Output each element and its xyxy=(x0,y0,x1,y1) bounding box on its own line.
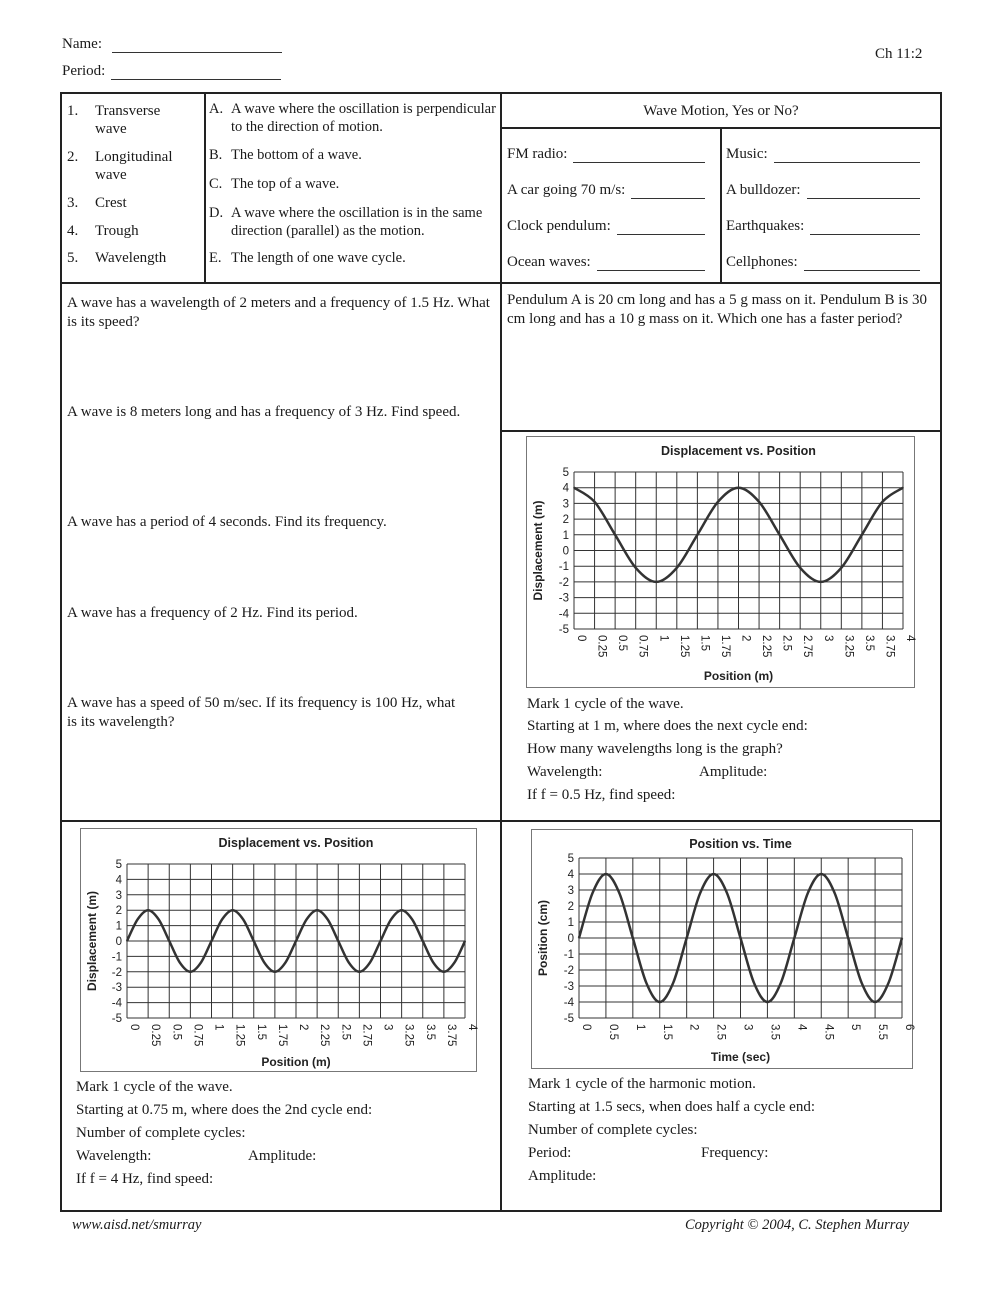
y-tick-label: -4 xyxy=(563,997,574,1009)
data-point xyxy=(306,919,308,921)
x-tick-label: 5.5 xyxy=(876,1024,889,1040)
data-point xyxy=(619,892,621,894)
question-5: A wave has a speed of 50 m/sec. If its frequency is 100 Hz, what is its wavelength? xyxy=(67,695,456,730)
y-tick-label: 3 xyxy=(562,498,569,511)
y-tick-label: -4 xyxy=(558,608,569,621)
definition-text: A wave where the oscillation is in the same direction (parallel) as the motion. xyxy=(231,205,483,239)
g3-frequency: Frequency: xyxy=(701,1145,769,1161)
wave-motion-right-row-1 xyxy=(726,145,920,163)
x-tick-label: 2.5 xyxy=(714,1024,727,1040)
x-tick-label: 5 xyxy=(849,1024,862,1031)
data-point xyxy=(874,1001,876,1003)
wave-motion-item-label: A bulldozer: xyxy=(726,182,801,198)
data-point xyxy=(168,940,170,942)
data-point xyxy=(834,892,836,894)
data-point xyxy=(578,937,580,939)
data-point xyxy=(454,962,456,964)
term-number: 2. xyxy=(67,149,79,165)
data-point xyxy=(200,962,202,964)
chart-position-time xyxy=(531,829,913,1069)
data-point xyxy=(359,971,361,973)
x-tick-label: 0 xyxy=(128,1024,140,1031)
answer-blank[interactable] xyxy=(631,184,705,199)
data-point xyxy=(713,873,715,875)
definition-text: The length of one wave cycle. xyxy=(231,250,406,266)
g3-amplitude: Amplitude: xyxy=(528,1168,597,1184)
pendulum-question: Pendulum A is 20 cm long and has a 5 g mass on it. Pendulum B is 30 cm long and has a 10 g mass on it. Which one has a faster period? xyxy=(507,292,927,327)
x-tick-label: 1 xyxy=(657,635,670,642)
y-tick-label: 5 xyxy=(115,859,122,871)
data-point xyxy=(211,940,213,942)
data-point xyxy=(232,909,234,911)
g1-mark: Mark 1 cycle of the wave. xyxy=(527,696,684,712)
data-point xyxy=(327,919,329,921)
y-tick-label: -1 xyxy=(558,561,569,574)
data-point xyxy=(337,940,339,942)
x-axis-label: Time (sec) xyxy=(710,1050,771,1064)
data-point xyxy=(369,962,371,964)
data-point xyxy=(422,940,424,942)
x-tick-label: 3.5 xyxy=(423,1024,436,1040)
x-tick-label: 0 xyxy=(575,635,587,642)
x-tick-label: 4 xyxy=(466,1024,478,1031)
y-tick-label: 4 xyxy=(567,869,574,881)
chapter-label: Ch 11:2 xyxy=(875,46,923,62)
wave-motion-left-row-4 xyxy=(507,253,705,271)
term-text: Longitudinal wave xyxy=(95,149,173,183)
answer-blank[interactable] xyxy=(807,184,920,199)
g1-amplitude: Amplitude: xyxy=(699,764,768,780)
data-point xyxy=(242,919,244,921)
definition-letter: B. xyxy=(209,147,223,163)
y-tick-label: 1 xyxy=(562,529,569,542)
x-tick-label: 0.25 xyxy=(149,1024,162,1047)
data-point xyxy=(348,962,350,964)
x-tick-label: 1 xyxy=(212,1024,225,1031)
question-4: A wave has a frequency of 2 Hz. Find its period. xyxy=(67,605,358,621)
y-tick-label: 5 xyxy=(562,467,569,479)
x-tick-label: 0.5 xyxy=(606,1024,619,1040)
y-tick-label: 4 xyxy=(562,482,569,495)
chart-displacement-position-2 xyxy=(80,828,477,1072)
definition-letter: E. xyxy=(209,250,222,266)
wave-motion-right-row-2 xyxy=(726,181,920,199)
y-tick-label: -5 xyxy=(563,1013,574,1025)
chart-title: Displacement vs. Position xyxy=(218,836,374,850)
wave-motion-item-label: Clock pendulum: xyxy=(507,218,611,234)
g3-period: Period: xyxy=(528,1145,572,1161)
question-3: A wave has a period of 4 seconds. Find its frequency. xyxy=(67,514,387,530)
data-point xyxy=(433,962,435,964)
x-tick-label: 2 xyxy=(687,1024,700,1031)
x-tick-label: 3.25 xyxy=(842,635,855,658)
x-tick-label: 1.5 xyxy=(698,635,711,651)
x-tick-label: 3.75 xyxy=(883,635,896,658)
x-tick-label: 2.75 xyxy=(801,635,814,658)
term-text: Trough xyxy=(95,223,139,239)
data-point xyxy=(274,971,276,973)
data-point xyxy=(882,501,884,503)
data-point xyxy=(779,534,781,536)
definition-text: A wave where the oscillation is perpendicular to the direction of motion. xyxy=(231,101,496,135)
g2-speed: If f = 4 Hz, find speed: xyxy=(76,1171,214,1187)
y-tick-label: -2 xyxy=(558,576,569,589)
wave-motion-item-label: FM radio: xyxy=(507,146,568,162)
definition-letter: A. xyxy=(209,101,224,117)
x-tick-label: 3.25 xyxy=(402,1024,415,1047)
y-tick-label: 5 xyxy=(567,853,574,865)
g2-mark: Mark 1 cycle of the wave. xyxy=(76,1079,233,1095)
data-point xyxy=(841,567,843,569)
data-point xyxy=(401,909,403,911)
data-point xyxy=(179,962,181,964)
data-point xyxy=(901,937,903,939)
y-tick-label: -5 xyxy=(558,624,569,636)
wave-motion-item-label: Ocean waves: xyxy=(507,254,591,270)
term-text: Transverse wave xyxy=(95,103,161,137)
x-tick-label: 3.5 xyxy=(768,1024,781,1040)
data-point xyxy=(717,501,719,503)
data-point xyxy=(753,982,755,984)
data-point xyxy=(672,982,674,984)
data-point xyxy=(594,501,596,503)
x-tick-label: 4 xyxy=(904,635,916,642)
y-axis-label: Displacement (m) xyxy=(531,500,545,601)
data-point xyxy=(635,567,637,569)
data-point xyxy=(740,937,742,939)
definition-text: The top of a wave. xyxy=(231,176,340,192)
wave-motion-right-row-4 xyxy=(726,253,920,271)
x-tick-label: 0.75 xyxy=(636,635,649,658)
data-point xyxy=(316,909,318,911)
x-tick-label: 1.5 xyxy=(660,1024,673,1040)
y-tick-label: 0 xyxy=(562,545,569,558)
x-tick-label: 2.75 xyxy=(360,1024,373,1047)
y-tick-label: 2 xyxy=(567,901,574,913)
g3-start: Starting at 1.5 secs, when does half a cycle end: xyxy=(528,1099,815,1115)
data-point xyxy=(443,971,445,973)
y-tick-label: 0 xyxy=(567,933,574,945)
question-2: A wave is 8 meters long and has a frequency of 3 Hz. Find speed. xyxy=(67,404,461,420)
wave-motion-item-label: Music: xyxy=(726,146,768,162)
name-blank[interactable] xyxy=(112,52,282,53)
term-number: 1. xyxy=(67,103,79,119)
x-tick-label: 3 xyxy=(821,635,834,642)
data-point xyxy=(820,581,822,583)
data-point xyxy=(147,909,149,911)
y-tick-label: -1 xyxy=(111,951,122,964)
name-label: Name: xyxy=(62,36,102,52)
y-tick-label: -2 xyxy=(563,965,574,977)
y-axis-label: Position (cm) xyxy=(536,899,550,977)
data-point xyxy=(126,940,128,942)
y-axis-label: Displacement (m) xyxy=(85,890,99,992)
x-tick-label: 0 xyxy=(580,1024,592,1031)
data-point xyxy=(614,534,616,536)
g1-speed: If f = 0.5 Hz, find speed: xyxy=(527,787,676,803)
term-number: 4. xyxy=(67,223,79,239)
x-tick-label: 6 xyxy=(903,1024,915,1031)
data-point xyxy=(264,962,266,964)
chart-title: Position vs. Time xyxy=(689,837,792,851)
x-tick-label: 1.75 xyxy=(718,635,731,658)
definition-text: The bottom of a wave. xyxy=(231,147,362,163)
data-point xyxy=(655,581,657,583)
x-tick-label: 4.5 xyxy=(822,1024,835,1040)
g2-cycles: Number of complete cycles: xyxy=(76,1125,246,1141)
y-tick-label: 4 xyxy=(115,874,122,887)
answer-blank[interactable] xyxy=(774,148,920,163)
data-point xyxy=(632,937,634,939)
wave-motion-col-divider xyxy=(720,128,722,283)
x-tick-label: 0.5 xyxy=(170,1024,183,1040)
answer-blank[interactable] xyxy=(573,148,705,163)
period-blank[interactable] xyxy=(111,79,281,80)
data-point xyxy=(807,892,809,894)
y-tick-label: -2 xyxy=(111,966,122,979)
data-point xyxy=(158,919,160,921)
data-point xyxy=(888,982,890,984)
x-tick-label: 4 xyxy=(795,1024,808,1031)
data-point xyxy=(190,971,192,973)
y-tick-label: 1 xyxy=(567,917,574,929)
data-point xyxy=(285,962,287,964)
x-tick-label: 0.75 xyxy=(191,1024,204,1047)
data-point xyxy=(847,937,849,939)
x-tick-label: 2.5 xyxy=(339,1024,352,1040)
g2-start: Starting at 0.75 m, where does the 2nd cycle end: xyxy=(76,1102,373,1118)
name-line[interactable] xyxy=(62,36,282,53)
data-point xyxy=(686,937,688,939)
y-tick-label: -5 xyxy=(111,1013,122,1025)
x-axis-label: Position (m) xyxy=(703,669,774,683)
chart-title: Displacement vs. Position xyxy=(661,444,816,458)
x-tick-label: 3.75 xyxy=(444,1024,457,1047)
y-tick-label: 0 xyxy=(115,936,122,948)
data-point xyxy=(390,919,392,921)
g3-cycles: Number of complete cycles: xyxy=(528,1122,698,1138)
y-tick-label: 3 xyxy=(567,885,574,897)
x-tick-label: 1.25 xyxy=(677,635,690,658)
y-tick-label: 1 xyxy=(115,920,122,933)
data-point xyxy=(295,940,297,942)
definition-letter: C. xyxy=(209,176,223,192)
data-point xyxy=(221,919,223,921)
y-tick-label: -3 xyxy=(111,982,122,995)
answer-blank[interactable] xyxy=(810,220,920,235)
footer-copyright: Copyright © 2004, C. Stephen Murray xyxy=(685,1217,910,1233)
data-point xyxy=(380,940,382,942)
wave-motion-left-row-2 xyxy=(507,181,705,199)
data-point xyxy=(780,982,782,984)
g2-wavelength: Wavelength: xyxy=(76,1148,152,1164)
data-point xyxy=(794,937,796,939)
g1-wavelength: Wavelength: xyxy=(527,764,603,780)
answer-blank[interactable] xyxy=(597,256,705,271)
data-point xyxy=(464,940,466,942)
answer-blank[interactable] xyxy=(617,220,705,235)
y-tick-label: 2 xyxy=(562,514,569,527)
y-tick-label: 3 xyxy=(115,889,122,902)
x-tick-label: 3.5 xyxy=(862,635,875,651)
data-point xyxy=(137,919,139,921)
data-point xyxy=(861,534,863,536)
y-tick-label: 2 xyxy=(115,905,122,918)
term-number: 5. xyxy=(67,250,79,266)
x-axis-label: Position (m) xyxy=(261,1055,331,1069)
wave-motion-left-row-1 xyxy=(507,145,705,163)
x-tick-label: 2 xyxy=(297,1024,309,1031)
chart-displacement-position-1 xyxy=(526,436,915,688)
wave-motion-title: Wave Motion, Yes or No? xyxy=(643,103,799,119)
x-tick-label: 0.5 xyxy=(616,635,629,651)
definition-letter: D. xyxy=(209,205,224,221)
period-line[interactable] xyxy=(62,63,281,80)
x-tick-label: 3 xyxy=(741,1024,754,1031)
x-tick-label: 1.75 xyxy=(275,1024,288,1047)
x-tick-label: 1.25 xyxy=(233,1024,246,1047)
data-point xyxy=(820,873,822,875)
x-tick-label: 0.25 xyxy=(595,635,608,658)
answer-blank[interactable] xyxy=(804,256,920,271)
data-point xyxy=(699,892,701,894)
data-point xyxy=(726,892,728,894)
data-point xyxy=(659,1001,661,1003)
wave-motion-left-row-3 xyxy=(507,217,705,235)
data-point xyxy=(605,873,607,875)
x-tick-label: 2 xyxy=(739,635,752,642)
x-tick-label: 2.25 xyxy=(318,1024,331,1047)
questions-box xyxy=(60,282,502,822)
term-text: Crest xyxy=(95,195,127,211)
x-tick-label: 3 xyxy=(381,1024,394,1031)
data-point xyxy=(645,982,647,984)
data-point xyxy=(697,534,699,536)
x-tick-label: 2.25 xyxy=(760,635,773,658)
term-number: 3. xyxy=(67,195,79,211)
y-tick-label: -3 xyxy=(563,981,574,993)
wave-motion-item-label: Cellphones: xyxy=(726,254,798,270)
data-point xyxy=(861,982,863,984)
data-point xyxy=(767,1001,769,1003)
y-tick-label: -1 xyxy=(563,949,574,961)
footer-url: www.aisd.net/smurray xyxy=(72,1217,202,1233)
y-tick-label: -4 xyxy=(111,997,122,1010)
wave-motion-item-label: A car going 70 m/s: xyxy=(507,182,626,198)
data-point xyxy=(592,892,594,894)
matching-divider xyxy=(204,93,206,283)
g1-start: Starting at 1 m, where does the next cycle end: xyxy=(527,718,808,734)
x-tick-label: 1 xyxy=(633,1024,646,1031)
g3-mark: Mark 1 cycle of the harmonic motion. xyxy=(528,1076,756,1092)
wave-motion-item-label: Earthquakes: xyxy=(726,218,805,234)
y-tick-label: -3 xyxy=(558,592,569,605)
data-point xyxy=(738,487,740,489)
data-point xyxy=(573,487,575,489)
wave-motion-right-row-3 xyxy=(726,217,920,235)
data-point xyxy=(799,567,801,569)
data-point xyxy=(253,940,255,942)
g2-amplitude: Amplitude: xyxy=(248,1148,317,1164)
data-point xyxy=(676,567,678,569)
data-point xyxy=(758,501,760,503)
x-tick-label: 1.5 xyxy=(254,1024,267,1040)
data-point xyxy=(411,919,413,921)
g1-how-many: How many wavelengths long is the graph? xyxy=(527,741,783,757)
x-tick-label: 2.5 xyxy=(780,635,793,651)
data-point xyxy=(902,487,904,489)
question-1: A wave has a wavelength of 2 meters and a frequency of 1.5 Hz. What is its speed? xyxy=(67,295,490,330)
period-label: Period: xyxy=(62,63,106,79)
term-text: Wavelength xyxy=(95,250,167,266)
